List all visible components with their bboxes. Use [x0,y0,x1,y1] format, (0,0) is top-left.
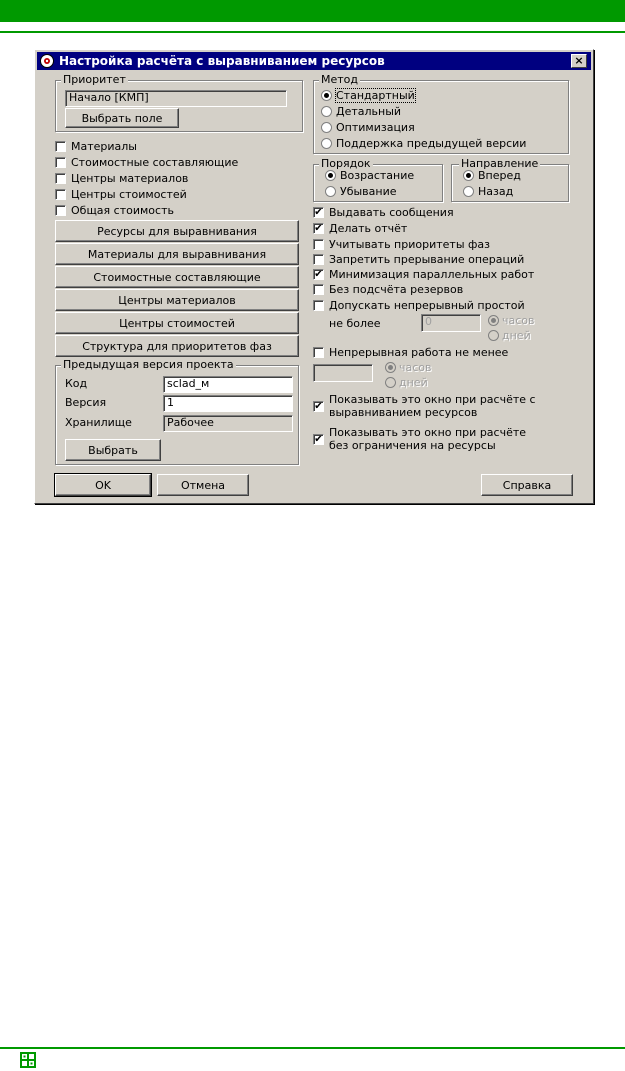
dialog-title: Настройка расчёта с выравниванием ресурсов [59,54,385,68]
check-phase-priorities-label: Учитывать приоритеты фаз [329,238,490,251]
radio-order-ascending[interactable] [325,170,336,181]
method-group-label: Метод [321,73,359,86]
check-make-report-label: Делать отчёт [329,222,408,235]
select-field-button[interactable]: Выбрать поле [65,108,179,128]
continuous-hours-label: часов [399,361,432,374]
continuous-value-input[interactable] [313,364,373,382]
continuous-days-label: дней [399,376,428,389]
checkbox-materials[interactable] [55,141,66,152]
cost-components-button[interactable]: Стоимостные составляющие [55,266,299,288]
continuous-unit-days[interactable] [385,376,455,390]
checkbox-show-leveling[interactable]: ✔ [314,401,323,412]
cost-centers-button[interactable]: Центры стоимостей [55,312,299,334]
materials-for-leveling-button[interactable]: Материалы для выравнивания [55,243,299,265]
radio-method-detailed[interactable] [321,106,332,117]
checkbox-total-cost[interactable] [55,205,66,216]
method-standard-label: Стандартный [336,89,415,102]
radio-method-standard[interactable] [321,90,332,101]
direction-group-label: Направление [461,157,539,170]
check-forbid-interrupt-label: Запретить прерывание операций [329,253,525,266]
check-no-reserves-label: Без подсчёта резервов [329,283,464,296]
checkbox-minimize-parallel[interactable]: ✔ [314,269,323,280]
direction-backward-label: Назад [478,185,514,198]
check-phase-priorities[interactable] [313,237,563,252]
resources-for-leveling-button[interactable]: Ресурсы для выравнивания [55,220,299,242]
show-unlimited-line1: Показывать это окно при расчёте [329,426,527,439]
order-group-label: Порядок [321,157,371,170]
method-prev-version-label: Поддержка предыдущей версии [336,137,527,150]
radio-continuous-days[interactable] [385,377,396,388]
method-option-standard[interactable] [321,88,561,103]
check-total-cost[interactable] [55,203,295,218]
close-button[interactable]: × [571,54,587,68]
order-ascending-label: Возрастание [340,169,415,182]
top-green-bar [0,0,625,22]
version-input[interactable]: 1 [163,395,293,412]
checkbox-cost-centers[interactable] [55,189,66,200]
method-optimization-label: Оптимизация [336,121,415,134]
method-option-prev-version[interactable] [321,136,567,151]
code-label: Код [65,377,88,390]
idle-hours-label: часов [502,314,535,327]
select-version-button[interactable]: Выбрать [65,439,161,461]
idle-unit-days[interactable] [488,329,558,343]
continuous-unit-hours[interactable] [385,361,455,375]
check-issue-messages[interactable] [313,205,563,220]
direction-forward-label: Вперед [478,169,521,182]
top-divider [0,31,625,33]
check-allow-idle-label: Допускать непрерывный простой [329,299,525,312]
check-issue-messages-label: Выдавать сообщения [329,206,454,219]
code-input[interactable]: sclad_м [163,376,293,393]
checkbox-make-report[interactable]: ✔ [314,223,323,234]
radio-continuous-hours[interactable] [385,362,396,373]
check-materials[interactable] [55,139,295,154]
checkbox-material-centers[interactable] [55,173,66,184]
footer-logo-icon [20,1052,36,1068]
material-centers-button[interactable]: Центры материалов [55,289,299,311]
radio-order-descending[interactable] [325,186,336,197]
show-leveling-line1: Показывать это окно при расчёте с [329,393,536,406]
check-continuous-work[interactable] [313,345,563,360]
storage-field: Рабочее [163,415,293,432]
method-option-detailed[interactable] [321,104,561,119]
app-gear-icon [39,53,55,69]
order-descending-label: Убывание [340,185,397,198]
idle-value-input[interactable]: 0 [421,314,481,332]
method-detailed-label: Детальный [336,105,402,118]
leveling-settings-dialog [34,49,594,504]
idle-days-label: дней [502,329,531,342]
check-cost-centers[interactable] [55,187,295,202]
direction-option-forward[interactable] [463,168,563,183]
checkbox-forbid-interrupt[interactable] [313,254,324,265]
check-forbid-interrupt[interactable] [313,252,573,267]
radio-direction-backward[interactable] [463,186,474,197]
show-leveling-line2: выравниванием ресурсов [329,406,478,419]
cancel-button[interactable]: Отмена [157,474,249,496]
checkbox-issue-messages[interactable]: ✔ [314,207,323,218]
order-option-ascending[interactable] [325,168,441,183]
phase-priority-structure-button[interactable]: Структура для приоритетов фаз [55,335,299,357]
order-option-descending[interactable] [325,184,441,199]
priority-field: Начало [КМП] [65,90,287,107]
left-checkbox-list [55,139,295,221]
previous-version-group-label: Предыдущая версия проекта [63,358,234,371]
check-cost-centers-label: Центры стоимостей [71,188,187,201]
radio-direction-forward[interactable] [463,170,474,181]
show-unlimited-line2: без ограничения на ресурсы [329,439,496,452]
title-bar[interactable] [37,52,591,70]
checkbox-allow-idle[interactable] [313,300,324,311]
direction-option-backward[interactable] [463,184,563,199]
help-button[interactable]: Справка [481,474,573,496]
radio-idle-days[interactable] [488,330,499,341]
check-minimize-parallel[interactable] [313,267,573,282]
checkbox-continuous-work[interactable] [313,347,324,358]
checkbox-phase-priorities[interactable] [313,239,324,250]
checkbox-cost-components[interactable] [55,157,66,168]
radio-method-prev-version[interactable] [321,138,332,149]
check-continuous-work-label: Непрерывная работа не менее [329,346,509,359]
check-no-reserves[interactable] [313,282,563,297]
bottom-divider [0,1047,625,1049]
not-more-label: не более [329,317,381,330]
method-option-optimization[interactable] [321,120,561,135]
check-allow-idle[interactable] [313,298,573,313]
checkbox-no-reserves[interactable] [313,284,324,295]
check-cost-components[interactable] [55,155,295,170]
check-material-centers-label: Центры материалов [71,172,189,185]
radio-idle-hours[interactable] [488,315,499,326]
check-minimize-parallel-label: Минимизация параллельных работ [329,268,535,281]
check-show-leveling[interactable] [313,392,583,420]
check-material-centers[interactable] [55,171,295,186]
radio-method-optimization[interactable] [321,122,332,133]
storage-label: Хранилище [65,416,132,429]
priority-group-label: Приоритет [63,73,126,86]
check-materials-label: Материалы [71,140,137,153]
ok-button[interactable]: OK [55,474,151,496]
check-make-report[interactable] [313,221,563,236]
checkbox-show-unlimited[interactable]: ✔ [314,434,323,445]
idle-unit-hours[interactable] [488,314,558,328]
version-label: Версия [65,396,107,409]
check-cost-components-label: Стоимостные составляющие [71,156,239,169]
check-total-cost-label: Общая стоимость [71,204,174,217]
check-show-unlimited[interactable] [313,425,583,453]
